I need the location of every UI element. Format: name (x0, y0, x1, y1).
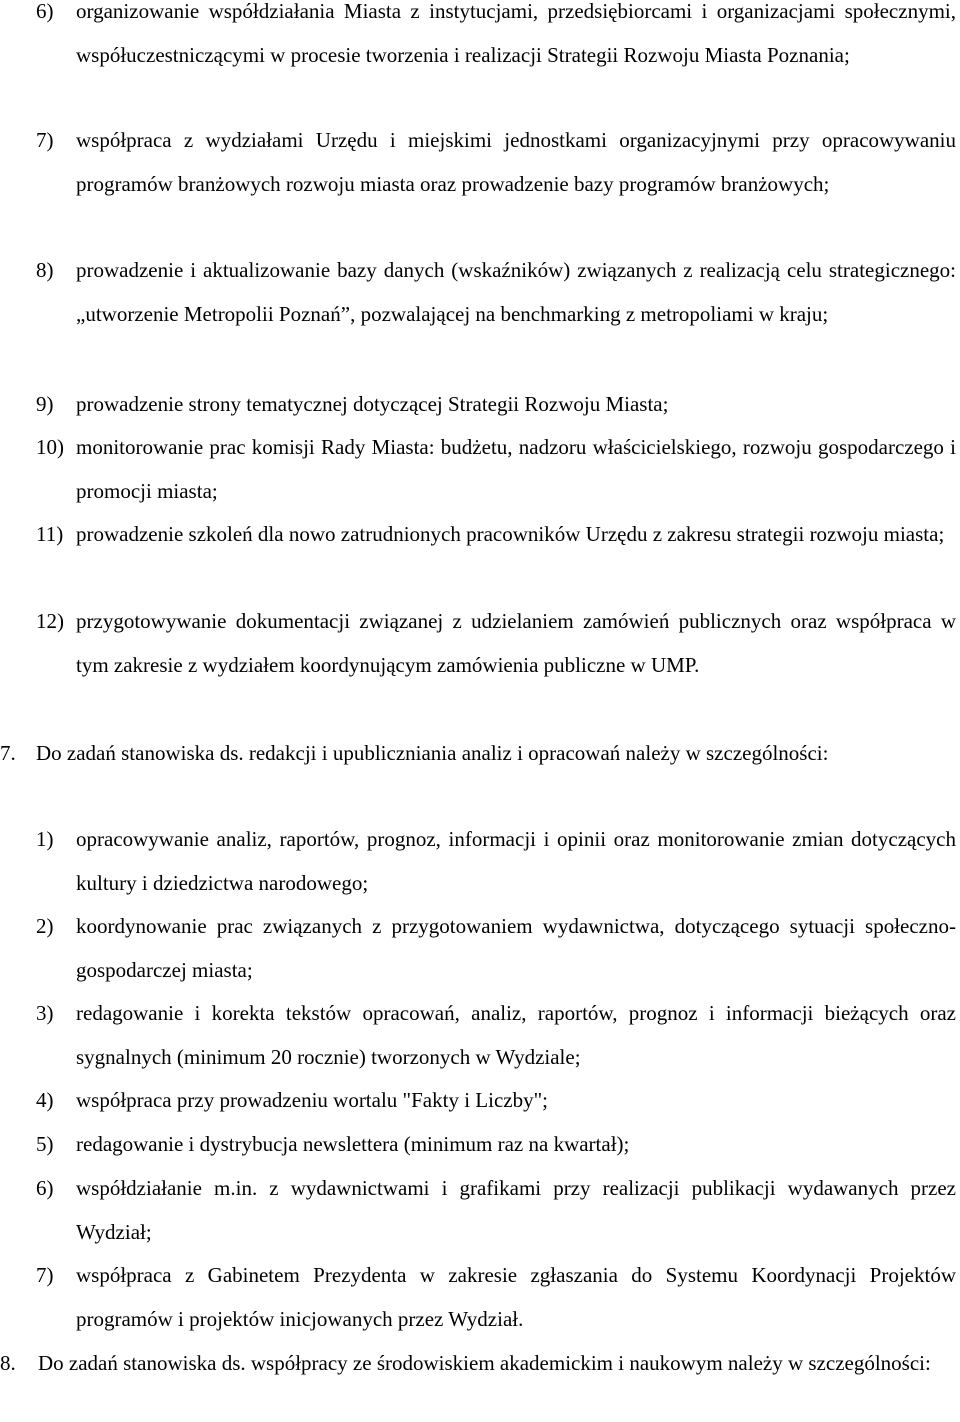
list-item (36, 249, 956, 336)
list-item (36, 513, 956, 557)
list-item (36, 426, 956, 513)
list-item-number: 8) (36, 258, 54, 282)
section-number: 7. (0, 741, 16, 765)
section-number: 8. (0, 1351, 16, 1375)
list-item (36, 1123, 956, 1167)
list-item-text: prowadzenie szkoleń dla nowo zatrudnionych pracowników Urzędu z zakresu strategii rozwoju miasta; (76, 522, 945, 546)
list-item (36, 0, 956, 77)
list-item-text: prowadzenie i aktualizowanie bazy danych (wskaźników) związanych z realizacją celu strategicznego: „utworzenie Metropolii Poznań”, pozwalającej na benchmarking z metropoliami w kraju; (76, 258, 956, 326)
list-item-number: 10) (36, 435, 64, 459)
list-item-number: 9) (36, 392, 54, 416)
list-item (36, 383, 956, 427)
list-item (36, 1167, 956, 1254)
list-item-text: redagowanie i korekta tekstów opracowań, analiz, raportów, prognoz i informacji bieżących oraz sygnalnych (minimum 20 rocznie) tworzonych w Wydziale; (76, 1001, 956, 1069)
section-8-heading (0, 1342, 956, 1386)
list-item-text: współdziałanie m.in. z wydawnictwami i grafikami przy realizacji publikacji wydawanych przez Wydział; (76, 1176, 956, 1244)
list-item-text: monitorowanie prac komisji Rady Miasta: budżetu, nadzoru właścicielskiego, rozwoju gospodarczego i promocji miasta; (76, 435, 956, 503)
list-item-number: 5) (36, 1132, 54, 1156)
list-item-text: prowadzenie strony tematycznej dotyczącej Strategii Rozwoju Miasta; (76, 392, 669, 416)
list-item-number: 6) (36, 1176, 54, 1200)
list-item-number: 3) (36, 1001, 54, 1025)
list-item (36, 905, 956, 992)
list-item-number: 1) (36, 827, 54, 851)
list-item-text: współpraca z Gabinetem Prezydenta w zakresie zgłaszania do Systemu Koordynacji Projektów programów i projektów inicjowanych przez Wydział. (76, 1263, 956, 1331)
list-item-number: 4) (36, 1088, 54, 1112)
list-item-number: 12) (36, 609, 64, 633)
section-text: Do zadań stanowiska ds. redakcji i upubliczniania analiz i opracowań należy w szczególności: (36, 741, 829, 765)
list-item (36, 600, 956, 687)
list-item-text: współpraca przy prowadzeniu wortalu "Fakty i Liczby"; (76, 1088, 548, 1112)
list-item-text: opracowywanie analiz, raportów, prognoz, informacji i opinii oraz monitorowanie zmian dotyczących kultury i dziedzictwa narodowego; (76, 827, 956, 895)
list-item (36, 1079, 956, 1123)
list-item (36, 818, 956, 905)
list-item-text: koordynowanie prac związanych z przygotowaniem wydawnictwa, dotyczącego sytuacji społeczno-gospodarczej miasta; (76, 914, 956, 982)
list-item-text: współpraca z wydziałami Urzędu i miejskimi jednostkami organizacyjnymi przy opracowywaniu programów branżowych rozwoju miasta oraz prowadzenie bazy programów branżowych; (76, 128, 956, 196)
list-item (36, 119, 956, 206)
section-text: Do zadań stanowiska ds. współpracy ze środowiskiem akademickim i naukowym należy w szczególności: (38, 1351, 931, 1375)
list-item-number: 6) (36, 0, 54, 23)
list-item-text: organizowanie współdziałania Miasta z instytucjami, przedsiębiorcami i organizacjami społecznymi, współuczestniczącymi w procesie tworzenia i realizacji Strategii Rozwoju Miasta Poznania; (76, 0, 956, 67)
list-item (36, 1254, 956, 1341)
list-item-number: 7) (36, 128, 54, 152)
list-item-text: redagowanie i dystrybucja newslettera (minimum raz na kwartał); (76, 1132, 630, 1156)
list-item (36, 992, 956, 1079)
list-item-number: 7) (36, 1263, 54, 1287)
list-item-number: 11) (36, 522, 64, 546)
list-item-number: 2) (36, 914, 54, 938)
section-7-heading (0, 732, 956, 776)
list-item-text: przygotowywanie dokumentacji związanej z udzielaniem zamówień publicznych oraz współpraca w tym zakresie z wydziałem koordynującym zamówienia publiczne w UMP. (76, 609, 956, 677)
